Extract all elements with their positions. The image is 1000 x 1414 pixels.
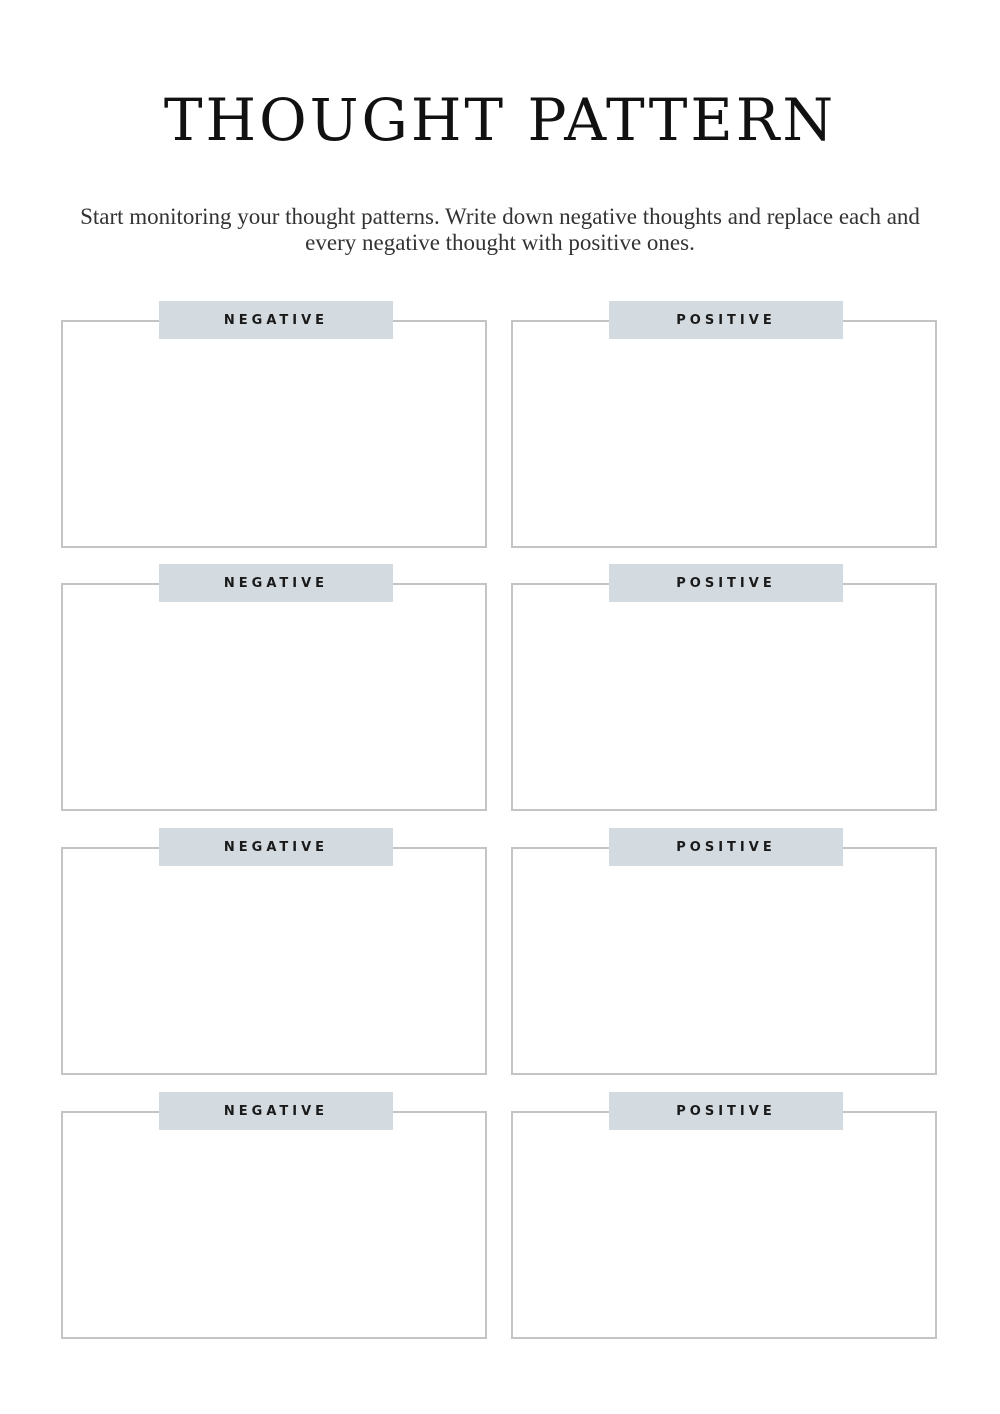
positive-thought-box[interactable] — [511, 839, 937, 1075]
positive-thought-box[interactable] — [511, 1103, 937, 1339]
negative-thought-box[interactable] — [61, 1103, 487, 1339]
negative-thought-box[interactable] — [61, 575, 487, 811]
negative-label: NEGATIVE — [159, 828, 393, 866]
positive-label: POSITIVE — [609, 1092, 843, 1130]
positive-label: POSITIVE — [609, 564, 843, 602]
positive-thought-box[interactable] — [511, 312, 937, 548]
positive-thought-box[interactable] — [511, 575, 937, 811]
negative-thought-box[interactable] — [61, 839, 487, 1075]
negative-label: NEGATIVE — [159, 301, 393, 339]
page-title: THOUGHT PATTERN — [163, 86, 837, 154]
positive-label: POSITIVE — [609, 828, 843, 866]
negative-label: NEGATIVE — [159, 564, 393, 602]
negative-label: NEGATIVE — [159, 1092, 393, 1130]
positive-label: POSITIVE — [609, 301, 843, 339]
instructions-text: Start monitoring your thought patterns. Write down negative thoughts and replace each and every negative thought with positive ones. — [80, 204, 920, 255]
negative-thought-box[interactable] — [61, 312, 487, 548]
